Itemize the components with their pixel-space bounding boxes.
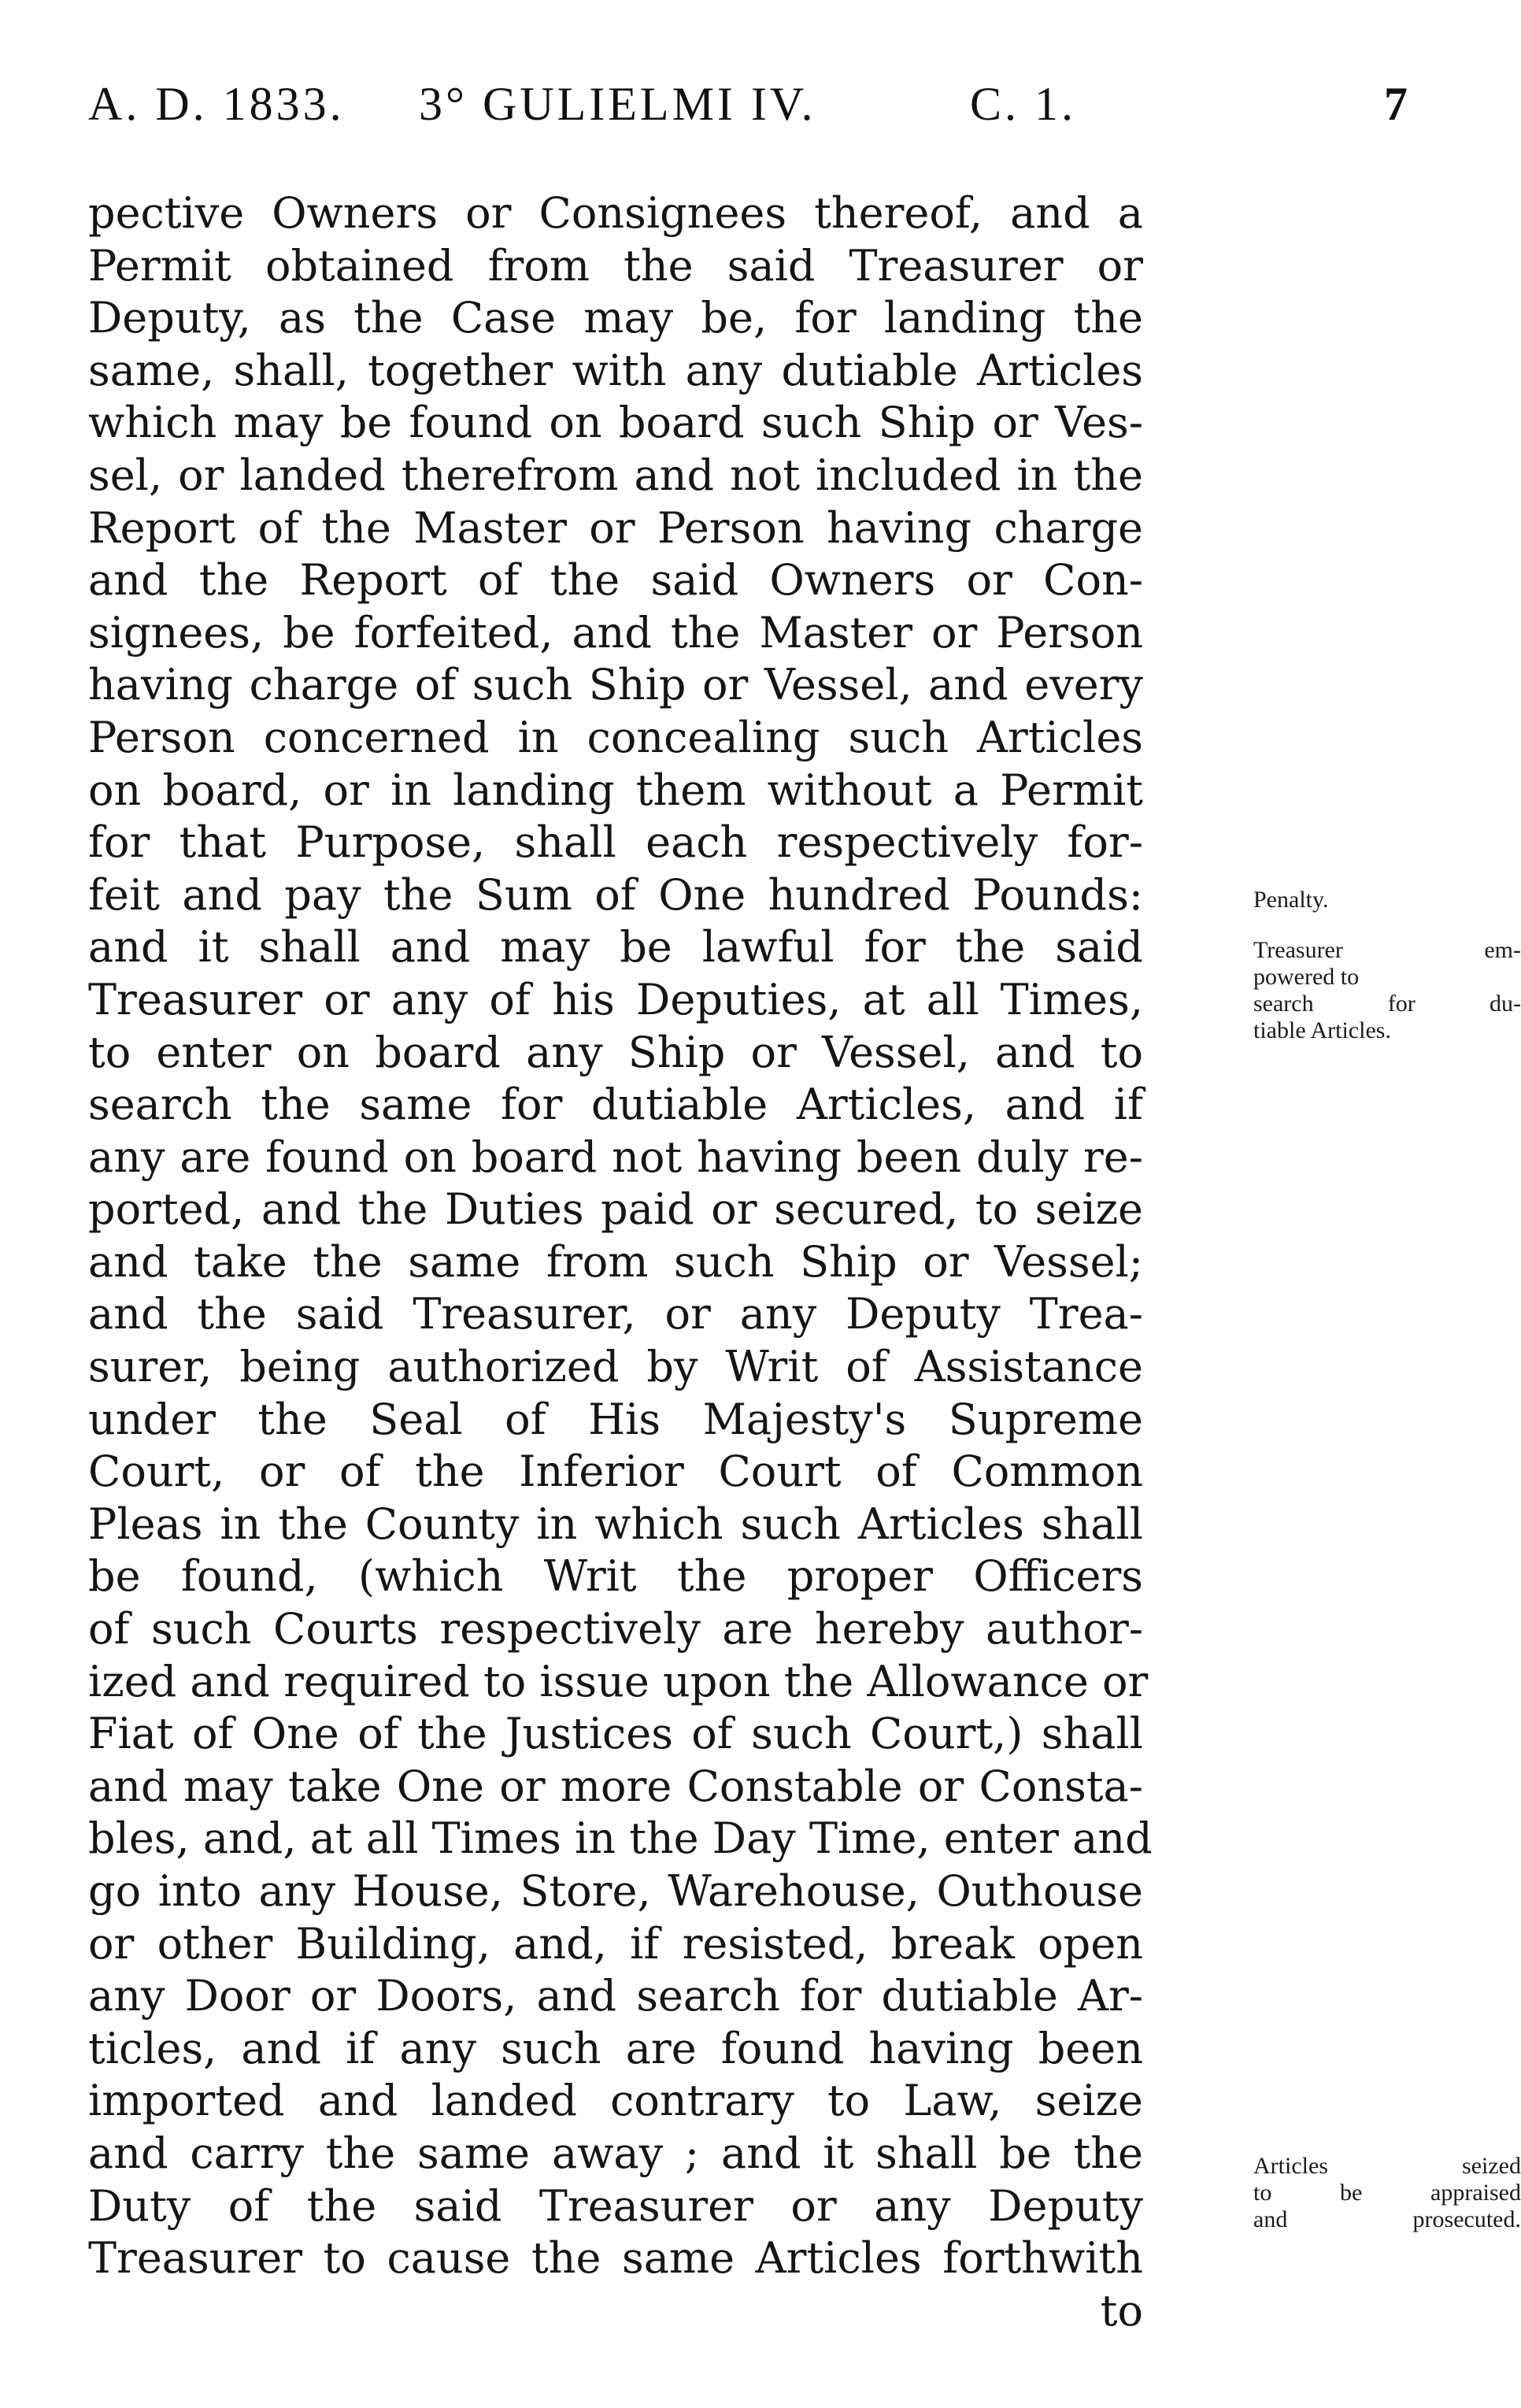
text-line: and it shall and may be lawful for the said xyxy=(88,922,1143,972)
text-line: Fiat of One of the Justices of such Court,) shall xyxy=(88,1709,1143,1759)
text-line: signees, be forfeited, and the Master or Person xyxy=(88,607,1143,658)
body-text xyxy=(88,187,1521,2337)
margin-note-line: powered to xyxy=(1253,964,1360,990)
margin-note-line: Treasurer em- xyxy=(1253,937,1521,963)
text-line: any Door or Doors, and search for dutiable Ar- xyxy=(88,1971,1143,2021)
text-line: pective Owners or Consignees thereof, and a xyxy=(88,188,1143,238)
text-line: Treasurer or any of his Deputies, at all Times, xyxy=(88,974,1143,1024)
text-line: Court, or of the Inferior Court of Common xyxy=(88,1447,1143,1497)
text-line: search the same for dutiable Articles, and if xyxy=(88,1080,1143,1130)
text-line: surer, being authorized by Writ of Assistance xyxy=(88,1342,1143,1392)
margin-note-line: tiable Articles. xyxy=(1253,1017,1391,1043)
text-line: ported, and the Duties paid or secured, to seize xyxy=(88,1184,1143,1235)
margin-note-line: and prosecuted. xyxy=(1253,2206,1521,2232)
text-line: Deputy, as the Case may be, for landing the xyxy=(88,293,1143,343)
text-line: Report of the Master or Person having charge xyxy=(88,502,1143,553)
text-line: ized and required to issue upon the Allowance or xyxy=(88,1656,1149,1706)
text-line: Duty of the said Treasurer or any Deputy xyxy=(88,2180,1143,2231)
margin-note-line: Penalty. xyxy=(1253,887,1329,913)
text-line: bles, and, at all Times in the Day Time, enter and xyxy=(88,1813,1153,1864)
text-line: sel, or landed therefrom and not included in the xyxy=(88,450,1143,500)
text-line: and the Report of the said Owners or Con- xyxy=(88,555,1143,606)
running-head xyxy=(88,77,1411,148)
text-line: and carry the same away ; and it shall be the xyxy=(88,2128,1143,2178)
text-line: on board, or in landing them without a Permit xyxy=(88,765,1143,815)
text-line: feit and pay the Sum of One hundred Pounds: xyxy=(88,869,1143,920)
text-line: of such Courts respectively are hereby author- xyxy=(88,1604,1143,1654)
margin-note-line: search for du- xyxy=(1253,991,1521,1017)
text-line: and take the same from such Ship or Vessel; xyxy=(88,1236,1143,1287)
margin-note-line: Articles seized xyxy=(1253,2153,1521,2179)
text-line: be found, (which Writ the proper Officers xyxy=(88,1551,1143,1602)
text-line: Pleas in the County in which such Articles shall xyxy=(88,1499,1143,1549)
running-head-regnal-year: 3° GULIELMI IV. xyxy=(419,78,816,130)
text-line: and the said Treasurer, or any Deputy Trea- xyxy=(88,1289,1143,1339)
running-head-chapter: C. 1. xyxy=(970,78,1077,130)
text-line: or other Building, and, if resisted, break open xyxy=(88,1918,1143,1969)
running-head-year: A. D. 1833. xyxy=(88,78,345,130)
text-line: any are found on board not having been duly re- xyxy=(88,1132,1143,1182)
text-line: and may take One or more Constable or Consta- xyxy=(88,1761,1143,1811)
margin-note-treasurer-empowered xyxy=(1253,937,1521,1044)
catchword: to xyxy=(1100,2285,1143,2336)
text-line: Treasurer to cause the same Articles forthwith xyxy=(88,2233,1143,2284)
text-line: to enter on board any Ship or Vessel, and to xyxy=(88,1027,1143,1077)
text-line: ticles, and if any such are found having been xyxy=(88,2023,1143,2073)
text-line: imported and landed contrary to Law, seize xyxy=(88,2076,1143,2126)
text-line: Permit obtained from the said Treasurer or xyxy=(88,240,1143,291)
text-line: same, shall, together with any dutiable Articles xyxy=(88,345,1143,395)
margin-note-penalty xyxy=(1253,887,1521,913)
margin-note-line: to be appraised xyxy=(1253,2180,1521,2206)
text-line: having charge of such Ship or Vessel, and every xyxy=(88,660,1143,710)
margin-note-articles-seized xyxy=(1253,2153,1521,2233)
page-number: 7 xyxy=(1384,78,1411,130)
text-line: under the Seal of His Majesty's Supreme xyxy=(88,1394,1143,1444)
text-line: for that Purpose, shall each respectively for- xyxy=(88,817,1143,868)
text-line: go into any House, Store, Warehouse, Outhouse xyxy=(88,1866,1143,1916)
text-line: Person concerned in concealing such Articles xyxy=(88,712,1143,762)
text-line: which may be found on board such Ship or Ves- xyxy=(88,398,1143,448)
